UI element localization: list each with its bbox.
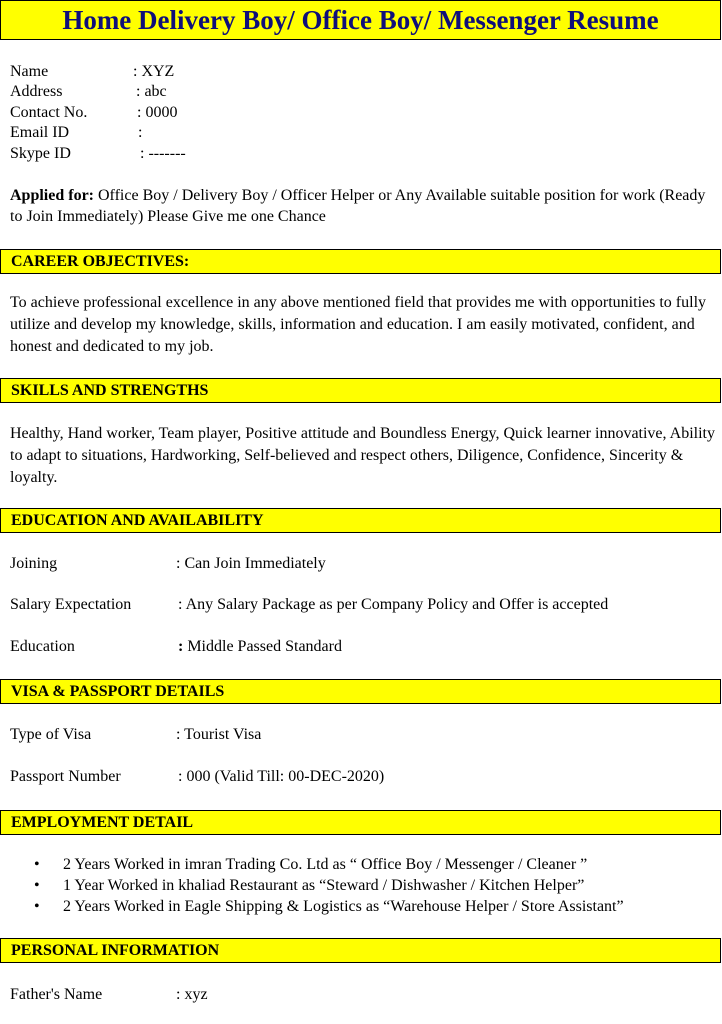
row-label: Passport Number — [10, 768, 121, 785]
contact-label: Email ID — [10, 124, 70, 141]
contact-label: Contact No. — [10, 104, 88, 121]
resume-title: Home Delivery Boy/ Office Boy/ Messenger Resume — [0, 0, 721, 40]
education-row-salary — [10, 595, 609, 615]
education-row-education — [10, 637, 342, 657]
applied-for — [10, 185, 715, 227]
employment-item-text: 2 Years Worked in Eagle Shipping & Logistics as “Warehouse Helper / Store Assistant” — [63, 898, 624, 915]
contact-value: : ------- — [140, 145, 186, 162]
contact-value: : abc — [136, 83, 167, 100]
section-heading-visa: VISA & PASSPORT DETAILS — [0, 679, 721, 704]
row-value — [178, 637, 342, 657]
contact-row-skype — [10, 144, 186, 164]
row-label: Education — [10, 638, 75, 655]
contact-row-email — [10, 123, 143, 143]
list-item — [0, 896, 624, 917]
applied-for-label: Applied for: — [10, 187, 94, 204]
bullet-icon: • — [34, 898, 40, 915]
row-value: : 000 (Valid Till: 00-DEC-2020) — [178, 768, 385, 785]
contact-row-name — [10, 62, 175, 82]
list-item — [0, 854, 624, 875]
contact-label: Address — [10, 83, 63, 100]
education-row-joining — [10, 554, 326, 574]
section-heading-personal: PERSONAL INFORMATION — [0, 938, 721, 963]
contact-label: Skype ID — [10, 145, 71, 162]
row-label: Salary Expectation — [10, 596, 132, 613]
section-heading-employment: EMPLOYMENT DETAIL — [0, 810, 721, 835]
contact-value: : XYZ — [133, 63, 175, 80]
contact-row-address — [10, 82, 167, 102]
row-label: Father's Name — [10, 986, 103, 1003]
visa-row-passport — [10, 767, 385, 787]
contact-value: : 0000 — [137, 104, 178, 121]
bullet-icon: • — [34, 856, 40, 873]
section-heading-education: EDUCATION AND AVAILABILITY — [0, 508, 721, 533]
row-colon: : — [178, 638, 184, 655]
row-value: : Tourist Visa — [176, 726, 262, 743]
contact-label: Name — [10, 63, 49, 80]
employment-list — [0, 854, 624, 917]
row-value: : Can Join Immediately — [176, 555, 326, 572]
row-value: : xyz — [176, 986, 208, 1003]
list-item — [0, 875, 624, 896]
employment-item-text: 2 Years Worked in imran Trading Co. Ltd as “ Office Boy / Messenger / Cleaner ” — [63, 856, 588, 873]
applied-for-text: Office Boy / Delivery Boy / Officer Helper or Any Available suitable position for work (Ready to Join Immediately) Please Give me one Chance — [10, 187, 706, 225]
row-value: : Any Salary Package as per Company Policy and Offer is accepted — [178, 596, 609, 613]
section-heading-skills: SKILLS AND STRENGTHS — [0, 378, 721, 403]
career-objective-text: To achieve professional excellence in any above mentioned field that provides me with opportunities to fully utilize and develop my knowledge, skills, information and education. I am easily motivated, confident, and honest and dedicated to my job. — [10, 294, 707, 355]
row-value-text: Middle Passed Standard — [183, 638, 342, 655]
section-heading-career: CAREER OBJECTIVES: — [0, 249, 721, 274]
employment-item-text: 1 Year Worked in khaliad Restaurant as “Steward / Dishwasher / Kitchen Helper” — [63, 877, 585, 894]
contact-row-phone — [10, 103, 178, 123]
row-label: Joining — [10, 555, 58, 572]
bullet-icon: • — [34, 877, 40, 894]
visa-row-type — [10, 725, 262, 745]
skills-text: Healthy, Hand worker, Team player, Positive attitude and Boundless Energy, Quick learner innovative, Ability to adapt to situations, Hardworking, Self-believed and respect others, Diligence, Confidence, Sincerity & loyalty. — [10, 425, 715, 486]
personal-row-father — [10, 985, 208, 1005]
row-label: Type of Visa — [10, 726, 92, 743]
contact-value: : — [138, 124, 143, 141]
